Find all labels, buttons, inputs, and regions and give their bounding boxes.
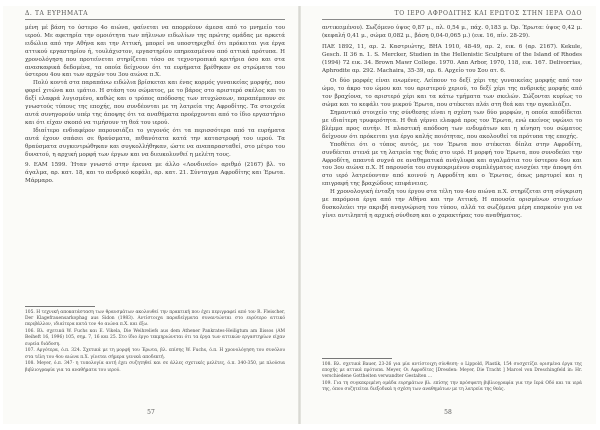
right-body-text bbox=[322, 25, 582, 221]
running-header-right-text: ΤΟ ΙΕΡΟ ΑΦΡΟΔΙΤΗΣ ΚΑΙ ΕΡΩΤΟΣ ΣΤΗΝ ΙΕΡΑ ΟΔΟ bbox=[394, 10, 582, 17]
right-intro: αντικειμένου). Σωζόμενο ύψος 0,87 μ., πλ. 0,54 μ., πάχ. 0,183 μ. Όρ. Έρωτα: ύψος 0,42 μ. (κεφαλή 0,41 μ., σώμα 0,082 μ., βάση 0,04-0,065 μ.) (εικ. 16, πίν. 28-29). bbox=[322, 25, 582, 39]
footnote-rule-left bbox=[25, 306, 95, 307]
running-header-left bbox=[25, 10, 285, 20]
left-paragraph-3: Ιδιαίτερο ενδιαφέρον παρουσιάζει το γεγονός ότι τα περισσότερα από τα ευρήματα αυτά έχουν σπάσει σε θραύσματα, πιθανότατα κατά την καταστροφή του ιερού. Τα θραύσματα συγκεντρώθηκαν και συγκολλήθηκαν, ώστε να αναπαρασταθεί, στο μέτρο του δυνατού, η αρχική μορφή των έργων και να διευκολυνθεί η μελέτη τους. bbox=[25, 127, 285, 158]
page-number-left: 57 bbox=[147, 409, 155, 416]
right-footnotes bbox=[322, 362, 582, 394]
running-header-left-text: Δ. ΤΑ ΕΥΡΗΜΑΤΑ bbox=[25, 10, 89, 17]
right-paragraph-2: Σημαντικό στοιχείο της σύνθεσης είναι η σχέση των δύο μορφών, η οποία αποδίδεται με ιδιαίτερη τρυφερότητα. Η θεά γέρνει ελαφρά προς τον Έρωτα, ενώ εκείνος υψώνει το βλέμμα προς αυτήν. Η πλαστική απόδοση των ενδυμάτων και η κίνηση του σώματος δείχνουν ότι πρόκειται για έργο καλής ποιότητας, που ακολουθεί τα πρότυπα της εποχής. bbox=[322, 110, 582, 140]
left-body-text bbox=[25, 25, 285, 186]
footnote-107: 107. Αργότερα, ό.π. 324. Σχετικά με τη μορφή του Έρωτα, βλ. επίσης W. Fuchs, ό.π. Η χρονολόγηση του συνόλου στα τέλη του 4ου αιώνα π.Χ. γίνεται σήμερα γενικά αποδεκτή. bbox=[25, 348, 285, 360]
right-paragraph-4: Η χρονολογική ένταξη του έργου στα τέλη του 4ου αιώνα π.Χ. στηρίζεται στη σύγκριση με παρόμοια έργα από την Αθήνα και την Αττική. Η απουσία ορισμένων στοιχείων δυσκολεύει την ακριβή αναγνώριση του τύπου, αλλά τα σωζόμενα μέρη επαρκούν για να γίνει αντιληπτή η αρχική σύνθεση και ο χαρακτήρας του αναθήματος. bbox=[322, 189, 582, 219]
right-bibliography: ΠΑΕ 1892, 11, αρ. 2. Καστριώτης, ΒΗΑ 1910, 48-49, αρ. 2, εικ. 6 (αρ. 2167). Kekule, Gesch. II 36 n. 1. S. Mercker, Studien in the Hellenistic Sculpture of the Island of Rhodes (1994) 72 εικ. 34. Brown Mawr College. 1970. Ann Arbor, 1970, 118, εικ. 167. Delivorrias, Aphrodite αρ. 292. Machaira, 35-39, αρ. 6. Αρχείο του Σου ατ. 6. bbox=[322, 43, 582, 74]
left-paragraph-2: Πολύ κοντά στα παραπάνω ειδώλια βρίσκεται και ένας κορμός γυναικείας μορφής, που φορεί χιτώνα και ιμάτιο. Η στάση του σώματος, με το βάρος στο αριστερό σκέλος και το δεξί ελαφρά λυγισμένο, καθώς και ο τρόπος απόδοσης των πτυχώσεων, παραπέμπουν σε γνωστούς τύπους της εποχής, που συνδέονται με τη λατρεία της Αφροδίτης. Τα στοιχεία αυτά συνηγορούν υπέρ της άποψης ότι τα αναθήματα προέρχονται από το ίδιο εργαστήριο και ότι είχαν σκοπό να τιμήσουν τη θεά του ιερού. bbox=[25, 80, 285, 126]
footnote-106: 106. Βλ. σχετικά W. Fuchs και E. Vikela, Die Weihreliefs aus dem Athener Pankrates-Heiligtum am Ilissos (AM Beiheft 16, 1996) 105, σημ. 7, 16 και 25. Στο ίδιο έργο τεκμηριώνεται ότι τα έργα των αττικών εργαστηρίων είχαν ευρεία διάδοση. bbox=[25, 329, 285, 347]
left-footnotes bbox=[25, 310, 285, 374]
left-page bbox=[3, 6, 299, 424]
right-paragraph-1: Οι δύο μορφές είναι ενωμένες. Λείπουν το δεξί χέρι της γυναικείας μορφής από τον ώμο, το άκρο του ώμου και του αριστερού χεριού, το δεξί χέρι της ανδρικής μορφής από τον βραχίονα, το αριστερό χέρι και τα κάτω τμήματα των σκελών. Σώζονται κυρίως το σώμα και το κεφάλι του μικρού Έρωτα, που στέκεται πλάι στη θεά και την αγκαλιάζει. bbox=[322, 78, 582, 109]
page-number-right: 58 bbox=[444, 409, 452, 416]
footnote-108-right: 108. Βλ. σχετικά Bauer, 23-26 για μία αντίστοιχη σύνθεση· ο Lippold, Plastik, 154 συσχετίζει ορισμένα έργα της εποχής με αττικά πρότυπα. Meyer, Οι Αφροδίτες [Dresden: Meyer, Die Tracht ] Marcel von Dreschingfeld in: Hr. verschiedene Gottheiten verwandter Gestalten ... bbox=[322, 362, 582, 380]
footnote-108-left: 108. Meyer, ό.π. 347· η τυπολογία αυτή έχει συζητηθεί και σε άλλες σχετικές μελέτες, ό.π. 340-350, με πλούσια βιβλιογραφία για τα αναθήματα του ιερού. bbox=[25, 361, 285, 373]
book-spread bbox=[3, 6, 596, 424]
running-header-right bbox=[322, 10, 582, 20]
footnote-109: 109. Για τη συγκεκριμένη ομάδα ευρημάτων βλ. επίσης την πρόσφατη βιβλιογραφία για την Ιερά Οδό και τα ιερά της, όπου συζητείται διεξοδικά η σχέση των αναθημάτων με τη λατρεία της θεάς. bbox=[322, 381, 582, 393]
footnote-105: 105. Η τεχνική αποκατάσταση των θραυσμάτων ακολουθεί την πρακτική που έχει περιγραφεί από τον R. Fleischer, Der Klagefrauensarkophag aus Sidon (1983). Αντίστοιχα παραδείγματα συναντώνται στο ευρύτερο αττικό περιβάλλον, ιδιαίτερα κατά τον 4ο αιώνα π.Χ. και έξω. bbox=[25, 310, 285, 328]
catalog-entry-9: 9. ΕΑΜ 1599. Ήταν γνωστό στην έρευνα με άλλο «Λονδινείο» αριθμό (2167) βλ. το άγαλμα, αρ. κατ. 18, και το ανδρικό κεφάλι, αρ. κατ. 21. Σύνταγμα Αφροδίτης και Έρωτα. Μάρμαρο. bbox=[25, 162, 285, 185]
right-page bbox=[300, 6, 596, 424]
right-paragraph-3: Υποθέτει ότι ο τύπος αυτός, με τον Έρωτα που στέκεται δίπλα στην Αφροδίτη, συνδέεται στενά με τη λατρεία της θεάς στο ιερό. Η μορφή του Έρωτα, που συνοδεύει την Αφροδίτη, απαντά συχνά σε αναθηματικά ανάγλυφα και αγαλμάτια του ύστερου 4ου και του 3ου αιώνα π.Χ. Η παρουσία του συγκεκριμένου συμπλέγματος ενισχύει την άποψη ότι στο ιερό λατρεύονταν από κοινού η Αφροδίτη και ο Έρωτας, όπως μαρτυρεί και η επιγραφή της βραχώδους επιφάνειας. bbox=[322, 141, 582, 188]
footnote-rule-right bbox=[322, 358, 392, 359]
left-paragraph-1: μένη μέ βάση το ύστερο 4ο αιώνα, φαίνεται να απορρέουν άμεσα από το μνημείο του ιερού. Με αφετηρία την ομοιότητα των πήλινων ειδωλίων της πρώτης ομάδας με αρκετά ειδώλια από την Αθήνα και την Αττική, μπορεί να υποστηριχθεί ότι πρόκειται για έργα αττικού εργαστηρίου ή, τουλάχιστον, εργαστηρίου επηρεασμένου από αττικά πρότυπα. Η χρονολόγηση που προτείνεται στηρίζεται τόσο σε τεχνοτροπικά κριτήρια όσο και στα ανασκαφικά δεδομένα, τα οποία δείχνουν ότι τα ευρήματα βρέθηκαν σε στρώματα του ύστερου 4ου και των αρχών του 3ου αιώνα π.Χ. bbox=[25, 25, 285, 79]
